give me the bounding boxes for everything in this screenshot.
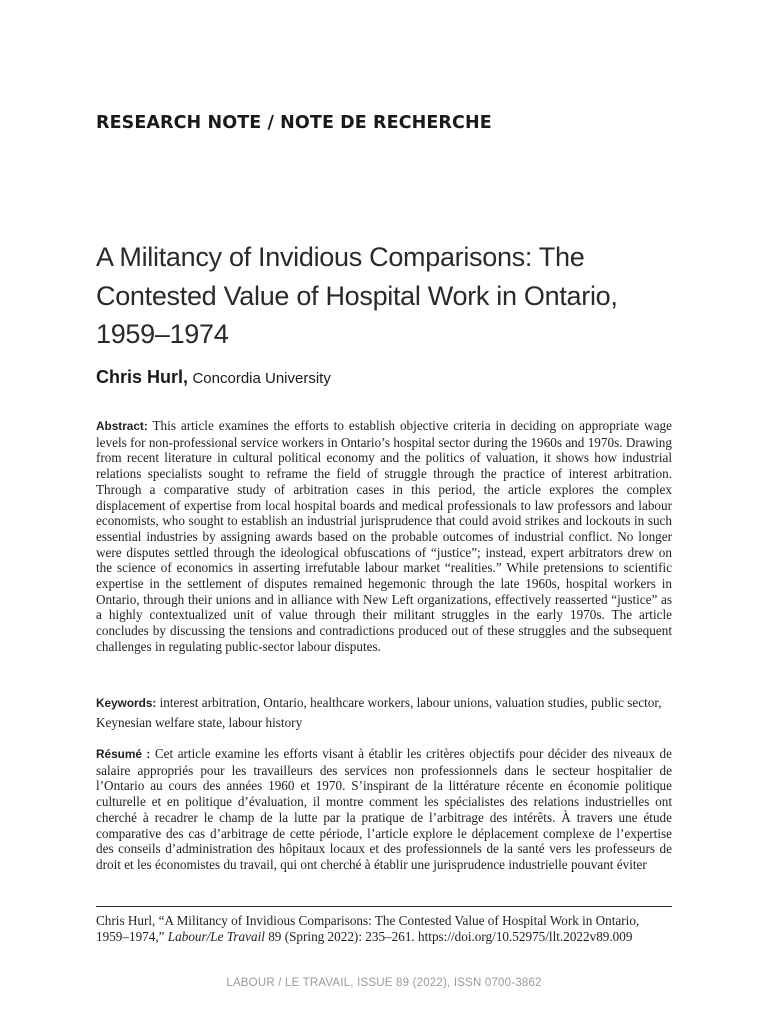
abstract-paragraph [96, 418, 672, 655]
article-title: A Militancy of Invidious Comparisons: The Contested Value of Hospital Work in Ontario, 1959–1974 [96, 242, 618, 349]
keywords-text: interest arbitration, Ontario, healthcare workers, labour unions, valuation studies, public sector, Keynesian welfare state, labour history [96, 695, 662, 730]
page-footer: LABOUR / LE TRAVAIL, ISSUE 89 (2022), ISSN 0700-3862 [226, 977, 542, 989]
author-line [96, 367, 331, 388]
author-name: Chris Hurl, [96, 367, 189, 387]
resume-paragraph [96, 746, 672, 873]
citation-prefix: Chris Hurl, “A Militancy of Invidious Comparisons: The Contested Value of Hospital Work in Ontario, 1959–1974,” [96, 913, 640, 944]
author-affiliation: Concordia University [192, 370, 331, 387]
resume-text: Cet article examine les efforts visant à établir les critères objectifs pour décider des niveaux de salaire appropriés pour les travailleurs des services non professionnels dans le secteur hospitalier de l’Ontario au cours des années 1960 et 1970. S’inspirant de la littérature récente en économie politique culturelle et en politique d’évaluation, il montre comment les spécialistes des relations industrielles ont cherché à recadrer le champ de la lutte par la pratique de l’arbitrage des intérêts. À travers une étude comparative des cas d’arbitrage de cette période, l’article explore le déplacement complexe de l’expertise des conseils d’administration des hôpitaux locaux et des professionnels de la santé vers les professeurs de droit et les économistes du travail, qui ont cherché à établir une jurisprudence industrielle pouvant éviter [96, 746, 673, 872]
abstract-label: Abstract: [96, 419, 148, 433]
resume-label: Résumé : [96, 747, 151, 761]
citation-suffix[interactable]: 89 (Spring 2022): 235–261. https://doi.org/10.52975/llt.2022v89.009 [268, 928, 633, 944]
citation-journal: Labour/Le Travail [167, 928, 265, 944]
document-page [96, 0, 672, 1024]
keywords-label: Keywords: [96, 696, 157, 710]
section-label: RESEARCH NOTE / NOTE DE RECHERCHE [96, 113, 492, 133]
abstract-text: This article examines the efforts to establish objective criteria in deciding on appropriate wage levels for non-professional service workers in Ontario’s hospital sector during the 1960s and 1970s. Drawing from recent literature in cultural political economy and the politics of valuation, it shows how industrial relations specialists sought to reframe the field of struggle through the practice of interest arbitration. Through a comparative study of arbitration cases in this period, the article explores the complex displacement of expertise from local hospital boards and medical professionals to law professors and labour economists, who sought to establish an industrial jurisprudence that could avoid strikes and lockouts in such essential industries by assigning awards based on the probable outcomes of industrial conflict. No longer were disputes settled through the ideological obfuscations of “justice”; instead, expert arbitrators drew on the science of economics in asserting irrefutable labour market “realities.” While pretensions to scientific expertise in the settlement of disputes remained hegemonic through the late 1960s, hospital workers in Ontario, through their unions and in alliance with New Left organizations, effectively reasserted “justice” as a highly contextualized unit of value through their militant struggles in the early 1970s. The article concludes by discussing the tensions and contradictions produced out of these struggles and the subsequent challenges in regulating public-sector labour disputes. [96, 418, 672, 654]
citation-note [96, 913, 672, 944]
footnote-divider [96, 906, 672, 907]
keywords-paragraph [96, 693, 672, 732]
